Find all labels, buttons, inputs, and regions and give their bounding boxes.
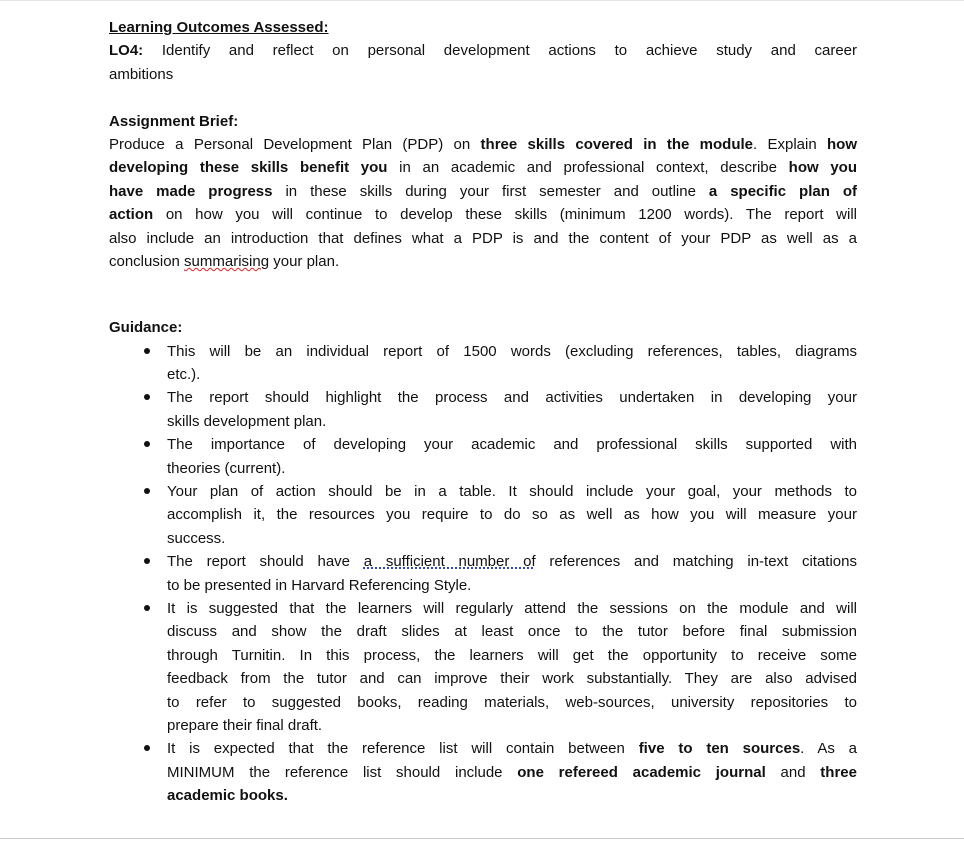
bullet-icon: [144, 394, 150, 400]
text-run: . Explain: [753, 135, 827, 153]
bullet-text-line: [167, 714, 857, 737]
text-line: [109, 156, 857, 179]
text-run: This will be an individual report of 1500 words (excluding references, tables, diagrams: [167, 342, 857, 360]
text-run: accomplish it, the resources you require to do so as well as how you will measure your: [167, 506, 857, 524]
text-run: . As a: [800, 740, 857, 758]
text-run: skills development plan.: [167, 412, 327, 430]
text-run: theories (current).: [167, 459, 286, 477]
guidance-bullet-item: [167, 340, 857, 387]
text-run: your plan.: [269, 252, 340, 270]
text-run: MINIMUM the reference list should include: [167, 763, 518, 781]
guidance-bullet-item: [167, 550, 857, 597]
bullet-text-line: [167, 340, 857, 363]
text-run: It is suggested that the learners will regularly attend the sessions on the module and will: [167, 599, 857, 617]
document-body: [109, 16, 857, 808]
bullet-text-line: [167, 433, 857, 456]
text-run: Identify and reflect on personal development actions to achieve study and career: [143, 42, 857, 60]
guidance-list: [167, 340, 857, 808]
learning-outcome-lo4: [109, 39, 857, 86]
bullet-text-line: [167, 480, 857, 503]
bold-text: developing these skills benefit you: [109, 159, 388, 177]
text-run: to refer to suggested books, reading materials, web-sources, university repositories to: [167, 693, 857, 711]
bullet-text-line: [167, 410, 857, 433]
text-line: [109, 180, 857, 203]
text-line: [109, 227, 857, 250]
bullet-text-line: [167, 597, 857, 620]
text-run: conclusion: [109, 252, 185, 270]
bullet-text-line: [167, 784, 857, 807]
text-run: references and matching in-text citations: [535, 553, 857, 571]
text-line: [109, 39, 857, 62]
text-run: The report should highlight the process and activities undertaken in developing your: [167, 389, 857, 407]
guidance-bullet-item: [167, 737, 857, 807]
text-run: discuss and show the draft slides at least once to the tutor before final submission: [167, 623, 857, 641]
bullet-text-line: [167, 761, 857, 784]
bold-text: LO4:: [109, 42, 144, 60]
bullet-text-line: [167, 363, 857, 386]
bold-text: one refereed academic journal: [517, 763, 766, 781]
bold-text: how you: [788, 159, 858, 177]
text-run: in these skills during your first semester and outline: [272, 182, 709, 200]
text-run: Produce a Personal Development Plan (PDP) on: [109, 135, 481, 153]
bullet-text-line: [167, 620, 857, 643]
bullet-text-line: [167, 737, 857, 760]
bullet-text-line: [167, 691, 857, 714]
bullet-text-line: [167, 386, 857, 409]
text-line: [109, 203, 857, 226]
text-run: ambitions: [109, 65, 174, 83]
guidance-bullet-item: [167, 597, 857, 737]
text-run: to be presented in Harvard Referencing Style.: [167, 576, 472, 594]
guidance-bullet-item: [167, 386, 857, 433]
text-run: Your plan of action should be in a table. It should include your goal, your methods to: [167, 483, 857, 501]
bold-text: three: [820, 763, 857, 781]
bold-text: action: [109, 206, 154, 224]
text-run: The importance of developing your academic and professional skills supported with: [167, 436, 857, 454]
text-run: prepare their final draft.: [167, 716, 323, 734]
bullet-text-line: [167, 667, 857, 690]
text-run: and: [765, 763, 821, 781]
text-run: in an academic and professional context, describe: [387, 159, 789, 177]
spelling-flag-text: summarising: [184, 252, 270, 270]
bold-text: how: [827, 135, 857, 153]
guidance-heading: Guidance:: [109, 319, 183, 337]
text-line: [109, 250, 857, 273]
text-line: [109, 133, 857, 156]
guidance-bullet-item: [167, 433, 857, 480]
assignment-brief-heading: Assignment Brief:: [109, 112, 239, 130]
text-run: through Turnitin. In this process, the learners will get the opportunity to receive some: [167, 646, 857, 664]
bullet-text-line: [167, 574, 857, 597]
text-run: etc.).: [167, 366, 201, 384]
bold-text: five to ten sources: [638, 740, 801, 758]
bold-text: academic books.: [167, 787, 288, 805]
bullet-icon: [144, 558, 150, 564]
assignment-brief-text: [109, 133, 857, 273]
guidance-bullet-item: [167, 480, 857, 550]
text-run: The report should have: [167, 553, 364, 571]
bullet-icon: [144, 348, 150, 354]
bullet-icon: [144, 605, 150, 611]
learning-outcomes-heading: Learning Outcomes Assessed:: [109, 19, 329, 36]
bullet-text-line: [167, 644, 857, 667]
bold-text: have made progress: [109, 182, 273, 200]
text-run: also include an introduction that defines what a PDP is and the content of your PDP as well as a: [109, 229, 857, 247]
bullet-icon: [144, 441, 150, 447]
text-run: feedback from the tutor and can improve their work substantially. They are also advised: [167, 670, 857, 688]
bullet-text-line: [167, 457, 857, 480]
bullet-icon: [144, 488, 150, 494]
text-run: on how you will continue to develop these skills (minimum 1200 words). The report will: [153, 206, 857, 224]
bold-text: three skills covered in the module: [480, 135, 753, 153]
bullet-icon: [144, 745, 150, 751]
bullet-text-line: [167, 527, 857, 550]
text-run: success.: [167, 529, 226, 547]
bullet-text-line: [167, 503, 857, 526]
grammar-flag-text: a sufficient number of: [363, 553, 536, 571]
text-run: It is expected that the reference list will contain between: [167, 740, 639, 758]
text-line: [109, 63, 857, 86]
bold-text: a specific plan of: [708, 182, 857, 200]
bullet-text-line: [167, 550, 857, 573]
page-top-border: [0, 0, 964, 1]
